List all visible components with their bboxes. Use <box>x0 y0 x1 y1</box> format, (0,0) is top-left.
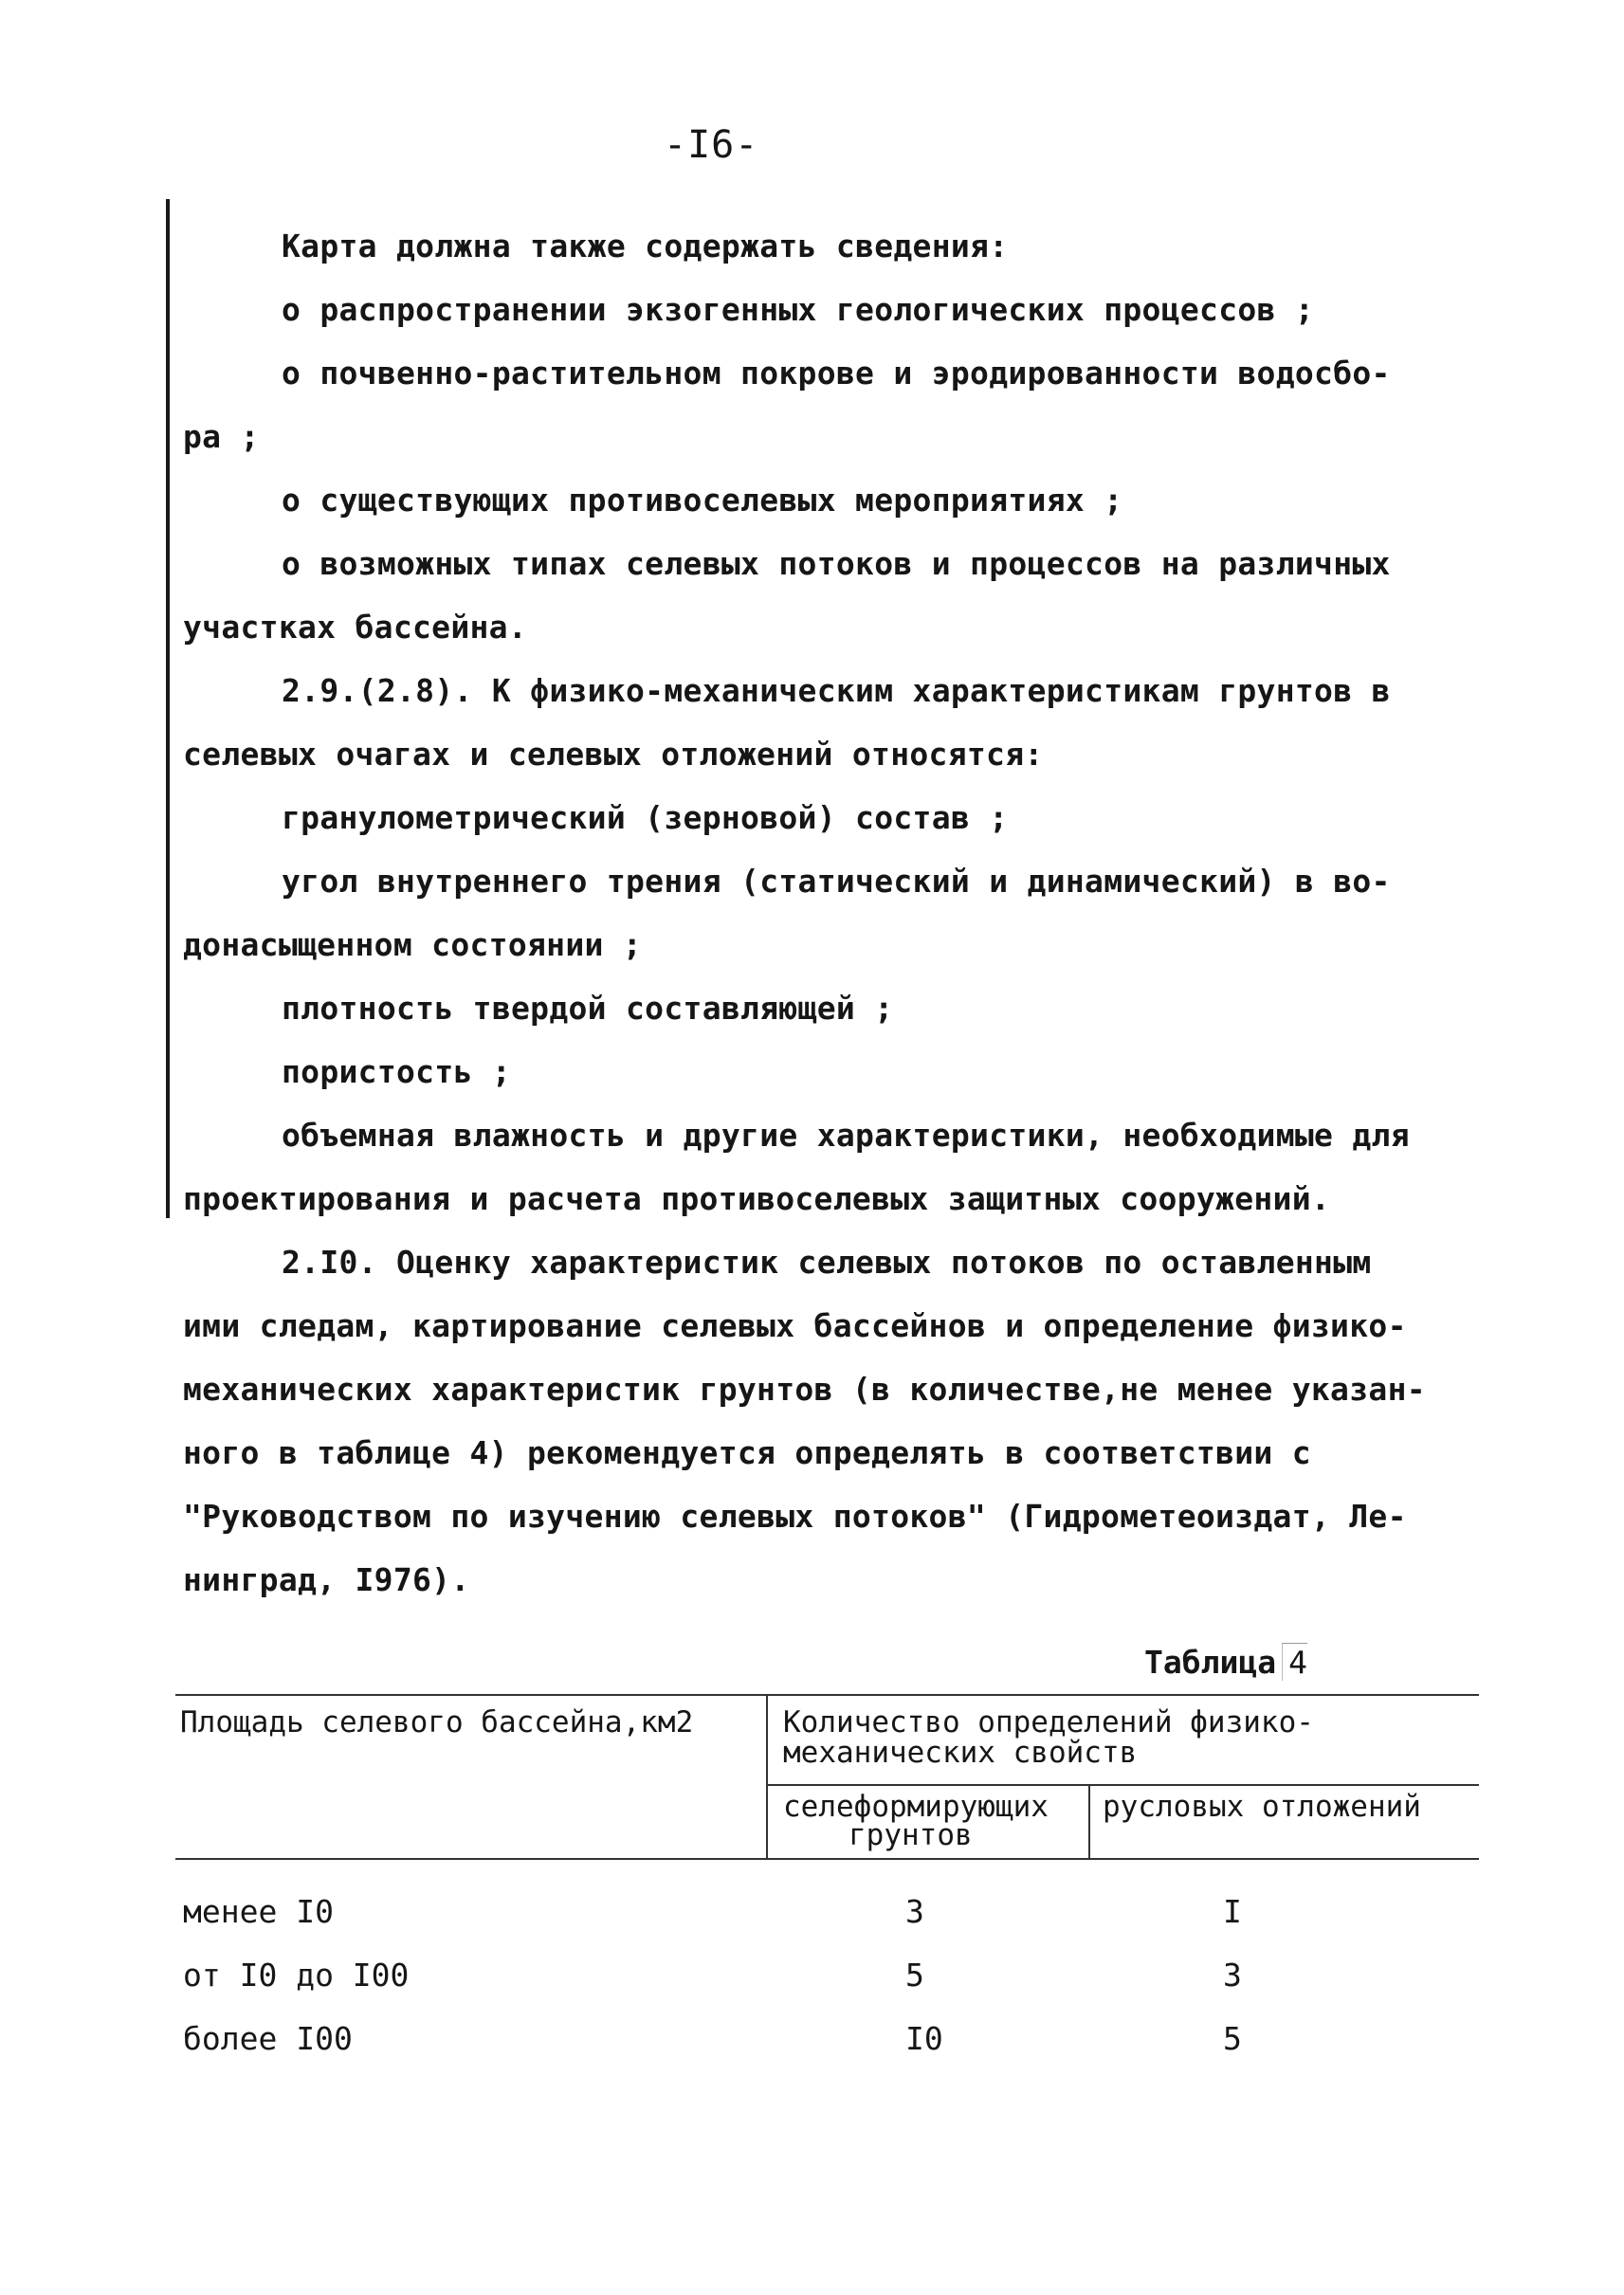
text-line: донасыщенном состоянии ; <box>183 926 643 963</box>
table-cell-soils: 3 <box>905 1893 924 1930</box>
text-line: ра ; <box>183 418 260 455</box>
table-cell-area: от I0 до I00 <box>183 1957 410 1994</box>
table-header-group-line2: механических свойств <box>783 1736 1138 1770</box>
table-cell-area: более I00 <box>183 2020 353 2057</box>
margin-revision-bar <box>166 199 170 1218</box>
text-line: 2.9.(2.8). К физико-механическим характеристикам грунтов в <box>282 672 1391 709</box>
table-cell-area: менее I0 <box>183 1893 334 1930</box>
text-line: селевых очагах и селевых отложений относятся: <box>183 736 1044 773</box>
text-line: механических характеристик грунтов (в количестве,не менее указан- <box>183 1371 1426 1408</box>
text-line: плотность твердой составляющей ; <box>282 990 894 1027</box>
text-line: объемная влажность и другие характеристики, необходимые для <box>282 1117 1410 1154</box>
table-header-group-line1: Количество определений физико- <box>783 1705 1314 1739</box>
page-number: -I6- <box>664 123 759 167</box>
text-line: гранулометрический (зерновой) состав ; <box>282 799 1009 836</box>
table-cell-soils: 5 <box>905 1957 924 1994</box>
table-header-soils-line2: грунтов <box>848 1818 973 1852</box>
text-line: пористость ; <box>282 1053 512 1090</box>
text-line: о почвенно-растительном покрове и эродированности водосбо- <box>282 355 1391 392</box>
table-subcolumn-divider <box>1088 1784 1090 1860</box>
table-column-divider <box>766 1694 768 1860</box>
table-cell-soils: I0 <box>905 2020 943 2057</box>
table-caption-number: 4 <box>1282 1643 1307 1681</box>
text-line: ими следам, картирование селевых бассейнов и определение физико- <box>183 1307 1407 1344</box>
text-line: о возможных типах селевых потоков и процессов на различных <box>282 545 1391 582</box>
table-caption-label: Таблица <box>1144 1644 1277 1681</box>
text-line: о распространении экзогенных геологических процессов ; <box>282 291 1315 328</box>
text-line: 2.I0. Оценку характеристик селевых потоков по оставленным <box>282 1244 1372 1281</box>
text-line: ного в таблице 4) рекомендуется определять в соответствии с <box>183 1434 1311 1471</box>
table-header-soils-line1: селеформирующих <box>783 1790 1049 1824</box>
table-cell-deposits: 3 <box>1223 1957 1242 1994</box>
text-line: "Руководством по изучению селевых потоков" (Гидрометеоиздат, Ле- <box>183 1498 1407 1535</box>
text-line: нинград, I976). <box>183 1561 470 1598</box>
table-header-bottom-rule <box>175 1858 1479 1860</box>
text-line: Карта должна также содержать сведения: <box>282 228 1009 264</box>
table-cell-deposits: I <box>1223 1893 1242 1930</box>
table-top-rule <box>175 1694 1479 1696</box>
text-line: угол внутреннего трения (статический и динамический) в во- <box>282 863 1391 900</box>
table-subheader-rule <box>768 1784 1479 1786</box>
text-line: участках бассейна. <box>183 609 528 646</box>
table-caption <box>1144 1643 1307 1681</box>
text-line: проектирования и расчета противоселевых защитных сооружений. <box>183 1180 1331 1217</box>
data-table <box>175 1694 1479 1860</box>
table-cell-deposits: 5 <box>1223 2020 1242 2057</box>
table-header-deposits: русловых отложений <box>1103 1790 1421 1824</box>
table-header-area: Площадь селевого бассейна,км2 <box>180 1705 694 1739</box>
text-line: о существующих противоселевых мероприятиях ; <box>282 482 1123 519</box>
